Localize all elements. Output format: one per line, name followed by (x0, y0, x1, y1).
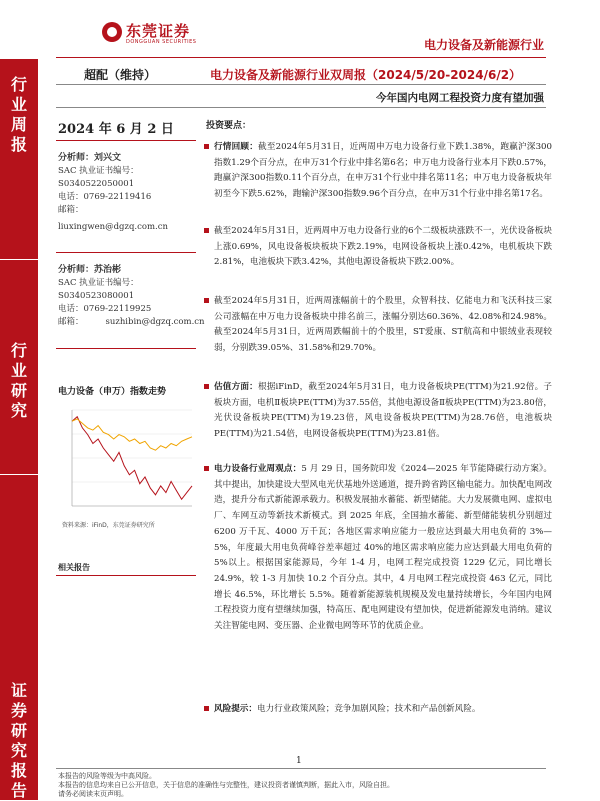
cert-label: SAC 执业证书编号： (58, 166, 139, 176)
footer-divider (56, 768, 546, 769)
para-text: 5 月 29 日，国务院印发《2024—2025 年节能降碳行动方案》。其中提出，加快建设大型风电光伏基地外送通道，提升跨省跨区输电能力。加快配电网改造，提升分布式新能源承载力。积极发展抽水蓄能、新型储能。大力发展微电网、虚拟电厂、车网互动等新技术新模式。到 2025 年底，全国抽水蓄能、新型储能装机分别超过 6200 万千瓦、4000 万千瓦；各地区需求响应能力一般应达到最大用电负荷的 3%—5%，年度最大用电负荷峰谷差率超过 40%的地区需求响应能力应达到最大用电负荷的 5%以上。根据国家能源局，今年 1-4 月，电网工程完成投资 1229 亿元，同比增长 24.9%，较 1-3 月加快 10.2 个百分点。其中，4 月电网工程完成投资 463 亿元，同比增长 46.5%，环比增长 5.5%。随着新能源装机规模及发电量持续增长，今年国内电网工程投资力度有望继续加强，特高压、配电网建设有望加快，促进新能源发电消纳。建议关注智能电网、变压器、企业微电网等环节的优质企业。 (214, 464, 552, 632)
paragraph-valuation (214, 380, 552, 443)
paragraph-weekly-view (214, 462, 552, 635)
cert-number: S0340522050001 (58, 179, 135, 189)
title-divider (56, 84, 546, 85)
paragraph-stock-moves (214, 294, 552, 357)
report-date: 2024 年 6 月 2 日 (58, 122, 174, 137)
para-text: 截至2024年5月31日，近两周申万电力设备行业下跌1.38%，跑赢沪深300指数1.29个百分点，在申万31个行业中排名第6名；申万电力设备行业本月下跌0.57%，跑赢沪深300指数0.11个百分点，在申万31个行业中排名第11名；申万电力设备板块年初至今下跌5.62%，跑输沪深300指数9.96个百分点，在申万31个行业中排名第17名。 (214, 142, 552, 200)
footer-disclaimer: 本报告的信息均来自已公开信息，关于信息的准确性与完整性，建议投资者谨慎判断，据此入市，风险自担。 (58, 781, 394, 789)
para-text: 根据iFinD，截至2024年5月31日，电力设备板块PE(TTM)为21.92倍。子板块方面，电机Ⅱ板块PE(TTM)为37.55倍，其他电源设备Ⅱ板块PE(TTM)为23.80倍，光伏设备板块PE(TTM)为19.23倍，风电设备板块PE(TTM)为28.76倍，电池板块PE(TTM)为21.54倍，电网设备板块PE(TTM)为23.81倍。 (214, 382, 552, 440)
related-reports-title: 相关报告 (58, 563, 90, 572)
footer-risk-level: 本报告的风险等级为中高风险。 (58, 772, 156, 780)
bullet-icon (204, 298, 209, 303)
sidebar-divider (0, 259, 38, 260)
rating: 超配（维持） (84, 68, 157, 82)
bullet-icon (204, 144, 209, 149)
footer-notice: 请务必阅读末页声明。 (58, 790, 128, 798)
chart-series-line-2 (72, 419, 192, 450)
header-category: 电力设备及新能源行业 (423, 38, 544, 52)
bullet-icon (204, 228, 209, 233)
paragraph-risk (214, 702, 552, 718)
analyst-name: 苏治彬 (94, 265, 122, 275)
analyst-phone: 电话：0769-22119416 (58, 192, 152, 202)
chart-source: 资料来源：iFinD，东莞证券研究所 (62, 522, 155, 529)
analyst-divider (56, 348, 196, 349)
page-number: 1 (296, 756, 302, 766)
email-label: 邮箱： (58, 317, 84, 327)
cert-label: SAC 执业证书编号： (58, 278, 139, 288)
investment-points-title: 投资要点： (206, 121, 252, 131)
analyst-email[interactable]: suzhibin@dgzq.com.cn (105, 317, 205, 327)
sidebar-section-weekly: 行业周报 (10, 75, 27, 154)
analyst-divider (56, 252, 196, 253)
analyst-label: 分析师： (58, 265, 95, 275)
paragraph-market-review (214, 140, 552, 203)
analyst-card (58, 264, 208, 329)
email-label: 邮箱： (58, 205, 84, 215)
report-title: 电力设备及新能源行业双周报（2024/5/20-2024/6/2） (210, 68, 522, 82)
analyst-label: 分析师： (58, 153, 95, 163)
logo-english: DONGGUAN SECURITIES (126, 39, 197, 45)
para-label: 行情回顾： (214, 142, 258, 152)
date-divider (56, 140, 196, 141)
analyst-email[interactable]: liuxingwen@dgzq.com.cn (58, 222, 168, 232)
para-label: 估值方面： (214, 382, 258, 392)
index-chart (58, 404, 196, 516)
subtitle-divider (56, 107, 546, 108)
logo-name: 东莞证券 (126, 22, 191, 40)
analyst-name: 刘兴文 (94, 153, 122, 163)
cert-number: S0340523080001 (58, 291, 135, 301)
para-label: 风险提示： (214, 704, 257, 714)
sidebar (0, 59, 38, 800)
para-label: 电力设备行业周观点： (214, 464, 302, 474)
sidebar-section-research: 行业研究 (10, 341, 27, 420)
sidebar-divider (0, 474, 38, 475)
header-divider (56, 57, 546, 58)
bullet-icon (204, 384, 209, 389)
chart-title: 电力设备（申万）指数走势 (58, 387, 167, 397)
bullet-icon (204, 466, 209, 471)
paragraph-sector-moves (214, 224, 552, 271)
bullet-icon (204, 706, 209, 711)
para-text: 截至2024年5月31日，近两周涨幅前十的个股里，众智科技、亿能电力和飞沃科技三家公司涨幅在申万电力设备板块中排名前三，涨幅分别达60.36%、42.08%和24.98%。截至2024年5月31日，近两周跌幅前十的个股里，ST爱康、ST航高和中银绒业表现较弱，分别跌39.05%、31.58%和29.70%。 (214, 296, 552, 354)
related-divider (56, 575, 196, 576)
company-logo (102, 18, 212, 48)
analyst-card (58, 152, 208, 234)
analyst-phone: 电话：0769-22119925 (58, 304, 152, 314)
report-subtitle: 今年国内电网工程投资力度有望加强 (376, 92, 544, 104)
para-text: 电力行业政策风险；竞争加剧风险；技术和产品创新风险。 (256, 704, 481, 714)
sidebar-section-report: 证券研究报告 (10, 681, 27, 800)
logo-mark-icon (102, 22, 122, 42)
para-text: 截至2024年5月31日，近两周申万电力设备行业的6个二级板块涨跌不一，光伏设备板块上涨0.69%，风电设备板块板块下跌2.19%，电网设备板块上涨0.42%，电机板块下跌2.81%，电池板块下跌3.42%，其他电源设备板块下跌2.00%。 (214, 226, 552, 268)
